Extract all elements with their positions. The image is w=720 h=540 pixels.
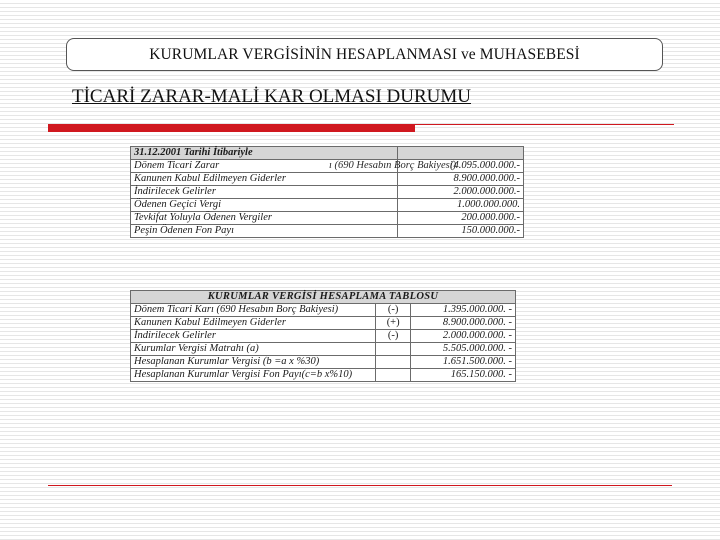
- table-cell-value: 1.651.500.000. -: [411, 356, 516, 369]
- balance-table-heading: 31.12.2001 Tarihi İtibariyle: [131, 147, 398, 160]
- table-cell-value: 8.900.000.000.-: [398, 173, 524, 186]
- table-cell-value: (4.095.000.000.-: [398, 160, 524, 173]
- table-cell-label: Dönem Ticari Karı (690 Hesabın Borç Bakiyesi): [131, 304, 376, 317]
- table-row: [131, 356, 516, 369]
- tax-table-heading: KURUMLAR VERGİSİ HESAPLAMA TABLOSU: [131, 291, 516, 304]
- slide-subtitle: TİCARİ ZARAR-MALİ KAR OLMASI DURUMU: [72, 86, 471, 107]
- table-row: [131, 173, 524, 186]
- table-cell-value: 2.000.000.000.-: [398, 186, 524, 199]
- balance-table-heading-blank: [398, 147, 524, 160]
- table-row: [131, 199, 524, 212]
- table-cell-label: Hesaplanan Kurumlar Vergisi (b =a x %30): [131, 356, 376, 369]
- table-cell-sign: (-): [376, 304, 411, 317]
- table-cell-value: 8.900.000.000. -: [411, 317, 516, 330]
- table-cell-label: Kanunen Kabul Edilmeyen Giderler: [131, 173, 398, 186]
- red-footer-line: [48, 485, 672, 486]
- table-cell-label: Peşin Ödenen Fon Payı: [131, 225, 398, 238]
- red-accent-bar: [48, 124, 415, 132]
- table-row: [131, 317, 516, 330]
- table-row: [131, 369, 516, 382]
- table-row: [131, 330, 516, 343]
- table-cell-sign: [376, 356, 411, 369]
- table-row: [131, 160, 524, 173]
- row-label: Dönem Ticari Zarar: [134, 160, 220, 171]
- table-cell-label: İndirilecek Gelirler: [131, 330, 376, 343]
- slide-title-box: [66, 38, 663, 71]
- tax-calculation-table: [130, 290, 516, 382]
- table-cell-sign: (+): [376, 317, 411, 330]
- table-cell-label: [131, 160, 457, 173]
- table-cell-label: İndirilecek Gelirler: [131, 186, 398, 199]
- table-cell-sign: [376, 343, 411, 356]
- table-cell-label: Ödenen Geçici Vergi: [131, 199, 398, 212]
- table-cell-value: 2.000.000.000. -: [411, 330, 516, 343]
- overlapping-text: ı (690 Hesabın Borç Bakiyesi): [329, 160, 457, 171]
- table-row: [131, 212, 524, 225]
- table-row: [131, 186, 524, 199]
- table-cell-label: Kanunen Kabul Edilmeyen Giderler: [131, 317, 376, 330]
- slide-title: KURUMLAR VERGİSİNİN HESAPLANMASI ve MUHASEBESİ: [149, 45, 580, 63]
- table-cell-value: 1.395.000.000. -: [411, 304, 516, 317]
- table-row: [131, 343, 516, 356]
- balance-table: [130, 146, 524, 238]
- table-cell-label: Tevkifat Yoluyla Ödenen Vergiler: [131, 212, 398, 225]
- table-cell-value: 5.505.000.000. -: [411, 343, 516, 356]
- table-cell-label: Hesaplanan Kurumlar Vergisi Fon Payı(c=b x%10): [131, 369, 376, 382]
- table-row: [131, 225, 524, 238]
- table-cell-value: 1.000.000.000.: [398, 199, 524, 212]
- red-rule-line: [415, 124, 674, 125]
- table-cell-value: 200.000.000.-: [398, 212, 524, 225]
- table-cell-value: 150.000.000.-: [398, 225, 524, 238]
- table-cell-sign: (-): [376, 330, 411, 343]
- table-row: [131, 304, 516, 317]
- table-cell-value: 165.150.000. -: [411, 369, 516, 382]
- table-cell-label: Kurumlar Vergisi Matrahı (a): [131, 343, 376, 356]
- table-cell-sign: [376, 369, 411, 382]
